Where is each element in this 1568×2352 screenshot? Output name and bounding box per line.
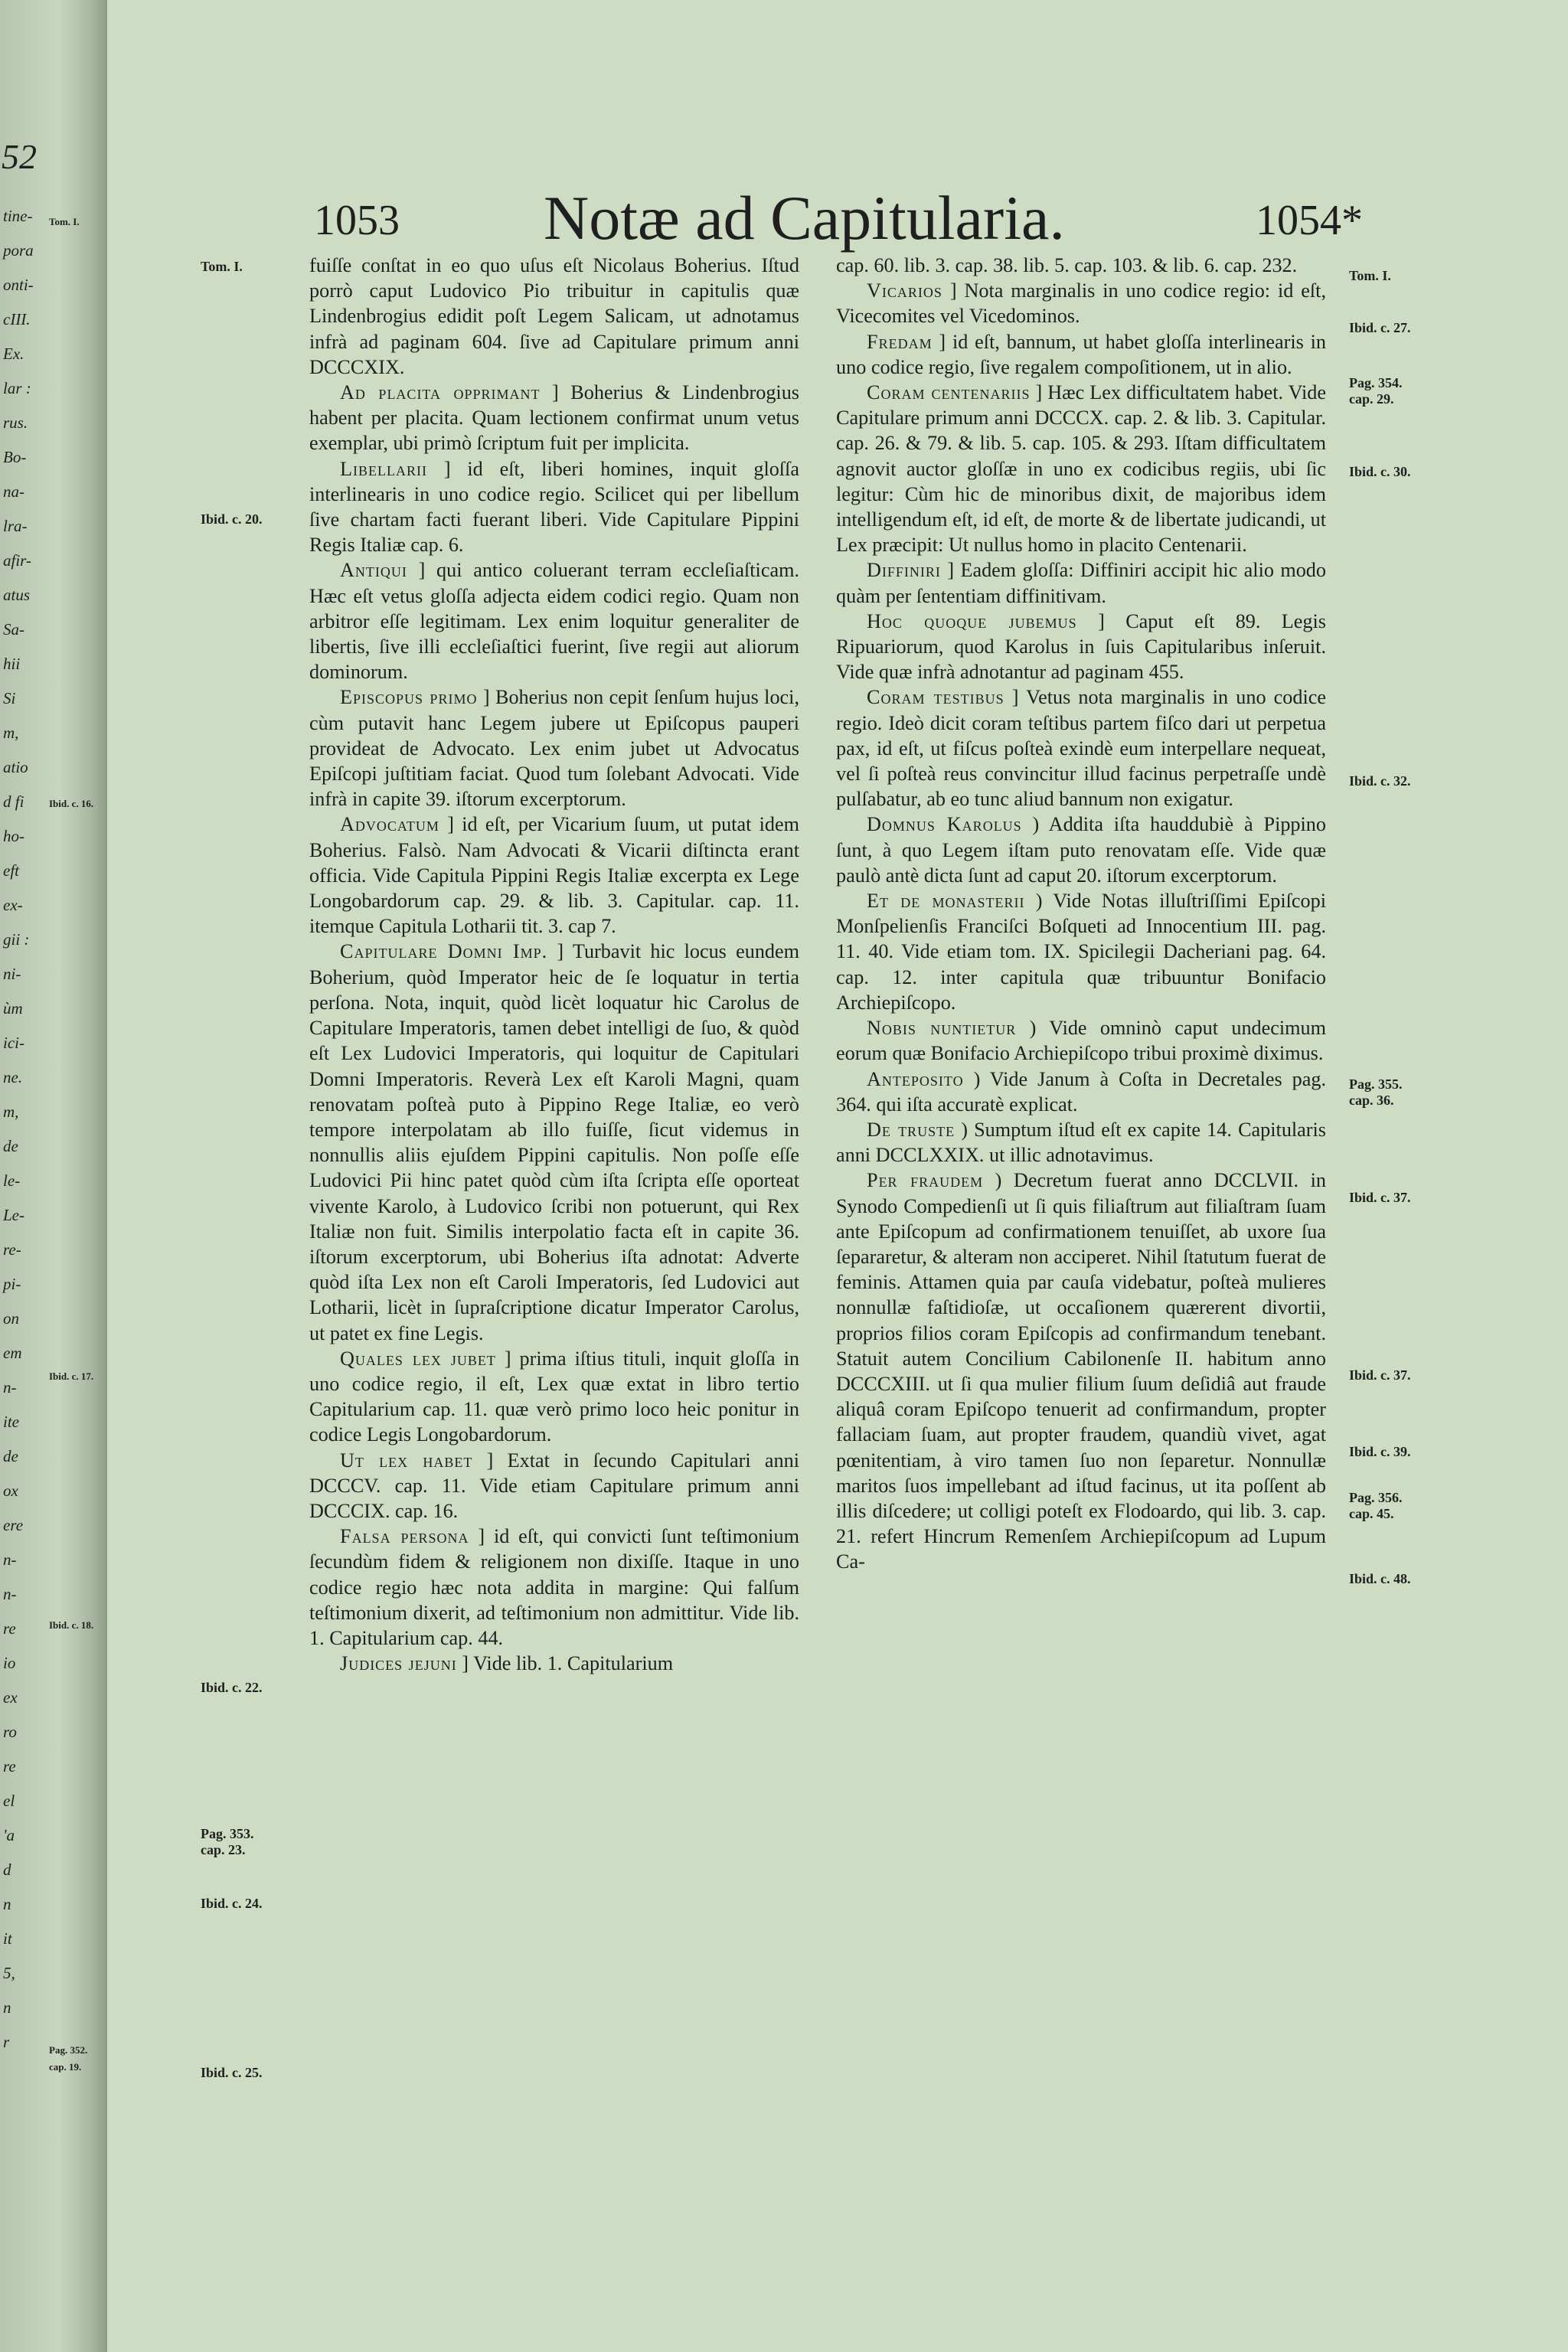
gutter-text-fragment: em — [3, 1344, 22, 1362]
note-paragraph: Hoc quoque jubemus ] Caput eſt 89. Legis Ripuariorum, quod Karolus in ſuis Capitularibus inſeruit. Vide quæ infrà adnotantur ad paginam 455. — [836, 609, 1326, 684]
margin-note: cap. 45. — [1349, 1506, 1394, 1521]
gutter-text-fragment: io — [3, 1654, 16, 1672]
note-paragraph: Coram centenariis ] Hæc Lex difficultatem habet. Vide Capitulare primum anni DCCCX. cap. 2. & lib. 3. Capitular. cap. 26. & 79. & lib. 5. cap. 105. & 293. Iſtam difficultatem agnovit auctor gloſſæ in uno ex codicibus regiis, ubi ſic legitur: Cùm hic de minoribus dixit, de majoribus idem intelligendum eſt, id eſt, de morte & de libertate judicandi, ut Lex præcipit: Ut nullus homo in placito Centenarii. — [836, 381, 1326, 557]
gutter-text-fragment: eft — [3, 861, 19, 880]
lemma: Libellarii — [340, 457, 427, 480]
note-paragraph: Coram testibus ] Vetus nota marginalis in uno codice regio. Ideò dicit coram teſtibus partem fiſco dari ut perpetua pax, id eſt, ut fiſcus poſteà exindè eum interpellare nequeat, vel ſi poſteà reus convincitur illud facinus perpetraſſe undè pulſabatur, ab eo tunc aliud bannum non exigatur. — [836, 686, 1326, 811]
gutter-text-fragment: 5, — [3, 1964, 15, 1982]
left-column — [309, 253, 799, 1676]
note-paragraph: De truste ) Sumptum iſtud eſt ex capite 14. Capitularis anni DCCLXXIX. ut illic adnotavimus. — [836, 1118, 1326, 1167]
lemma: De truste — [867, 1118, 956, 1141]
gutter-text-fragment: Si — [3, 689, 16, 707]
lemma: Quales lex jubet — [340, 1347, 496, 1370]
margin-note: Ibid. c. 20. — [201, 511, 263, 527]
left-page-number: 1053 — [314, 197, 400, 244]
note-paragraph: Episcopus primo ] Boherius non cepit ſenſum hujus loci, cùm putavit hanc Legem jubere ut Epiſcopus pauperi provideat de Advocato. Lex enim jubet ut Advocatus Epiſcopi juſtitiam faciat. Quod tum ſolebant Advocati. Vide infrà in capite 39. iſtorum excerptorum. — [309, 686, 799, 811]
gutter-text-fragment: m, — [3, 1102, 19, 1121]
lemma: Domnus Karolus — [867, 813, 1022, 836]
gutter-text-fragment: de — [3, 1447, 18, 1465]
note-paragraph: Judices jejuni ] Vide lib. 1. Capitularium — [340, 1652, 674, 1675]
lemma: Vicarios — [867, 279, 942, 302]
gutter-text-fragment: ere — [3, 1516, 24, 1534]
gutter-text-fragment: hii — [3, 655, 21, 673]
lemma: Judices jejuni — [340, 1652, 457, 1675]
lemma: Per fraudem — [867, 1169, 984, 1192]
note-paragraph: cap. 60. lib. 3. cap. 38. lib. 5. cap. 103. & lib. 6. cap. 232. — [836, 254, 1298, 276]
lemma: Fredam — [867, 330, 933, 353]
gutter-text-fragment: ùm — [3, 999, 23, 1018]
gutter-text-fragment: ici- — [3, 1034, 24, 1052]
margin-note: Ibid. c. 37. — [1349, 1367, 1411, 1383]
gutter-text-fragment: ne. — [3, 1068, 23, 1086]
gutter-text-fragment: d fi — [3, 792, 24, 811]
gutter-text-fragment: re — [3, 1757, 16, 1775]
lemma: Ad placita opprimant — [340, 381, 541, 404]
previous-page-number: 52 — [2, 137, 37, 176]
gutter-margin-note: Pag. 352. — [49, 2044, 88, 2056]
margin-note: Ibid. c. 32. — [1349, 773, 1411, 789]
lemma: Anteposito — [867, 1067, 964, 1090]
gutter-margin-note: cap. 19. — [49, 2061, 82, 2073]
note-paragraph: Diffiniri ] Eadem gloſſa: Diffiniri accipit hic alio modo quàm per ſententiam diffinitivam. — [836, 559, 1326, 607]
previous-page-gutter — [0, 0, 107, 2352]
margin-note: Ibid. c. 24. — [201, 1896, 263, 1911]
right-page-number: 1054* — [1256, 197, 1363, 244]
lemma: Diffiniri — [867, 559, 941, 582]
note-paragraph: Domnus Karolus ) Addita iſta hauddubiè à Pippino ſunt, à quo Legem iſtam puto renovatam eſſe. Vide quæ paulò antè dicta ſunt ad caput 20. iſtorum excerptorum. — [836, 813, 1326, 887]
gutter-text-fragment: r — [3, 2033, 10, 2051]
note-paragraph: Vicarios ] Nota marginalis in uno codice regio: id eſt, Vicecomites vel Vicedominos. — [836, 279, 1326, 328]
note-paragraph: Capitulare Domni Imp. ] Turbavit hic locus eundem Boherium, quòd Imperator heic de ſe loquatur in tertia perſona. Nota, inquit, quòd licèt loquatur hic Carolus de Capitulare Imperatoris, tamen debet intelligi de ſuo, & quòd eſt Lex Ludovici Imperatoris, qui loquitur de Capitulari Domni Imperatoris. Reverà Lex eſt Karoli Magni, quam renovatam poſteà puto à Pippino Rege Italiæ, eo verò tempore interpolatam ab illo fuiſſe, ſicut videmus in nonnullis aliis ejuſdem Pippini capitulis. Non poſſe eſſe Ludovici Pii hinc patet quòd cùm iſta ſcripta eſſe oporteat vivente Karolo, à Ludovico ſcribi non potuerunt, qui Rex Italiæ non fuit. Similis interpolatio facta eſt in capite 36. iſtorum excerptorum, ubi Boherius iſta adnotat: Adverte quòd iſta Lex non eſt Caroli Imperatoris, ſed Ludovici aut Lotharii, licèt in ſupraſcriptione dicatur Imperator Carolus, ut patet ex fine Legis. — [309, 940, 800, 1344]
gutter-text-fragment: rus. — [3, 413, 28, 432]
note-paragraph: Advocatum ] id eſt, per Vicarium ſuum, ut putat idem Boherius. Falsò. Nam Advocati & Vicarii diſtincta erant officia. Vide Capitula Pippini Regis Italiæ excerpta ex Lege Longobardorum cap. 29. & lib. 3. Capitular. cap. 11. itemque Capitula Lotharii tit. 3. cap 7. — [309, 813, 799, 938]
margin-note: Ibid. c. 22. — [201, 1680, 263, 1695]
gutter-text-fragment: ex — [3, 1688, 18, 1707]
gutter-text-fragment: ite — [3, 1413, 19, 1431]
gutter-text-fragment: el — [3, 1792, 15, 1810]
note-paragraph: Et de monasterii ) Vide Notas illuſtriſſimi Epiſcopi Monſpelienſis Franciſci Boſqueti ad Innocentium III. pag. 11. 40. Vide etiam tom. IX. Spicilegii Dacheriani pag. 64. cap. 12. inter capitula quæ tribuuntur Bonifacio Archiepiſcopo. — [836, 890, 1327, 1014]
gutter-text-fragment: ox — [3, 1481, 18, 1500]
gutter-text-fragment: onti- — [3, 276, 34, 294]
gutter-text-fragment: Bo- — [3, 448, 27, 466]
margin-note: cap. 23. — [201, 1842, 246, 1857]
gutter-text-fragment: de — [3, 1137, 18, 1155]
note-paragraph: Ad placita opprimant ] Boherius & Lindenbrogius habent per placita. Quam lectionem confirmat unum vetus exemplar, ubi primò ſcriptum fuit per implicita. — [309, 381, 799, 455]
lemma: Hoc quoque jubemus — [867, 609, 1077, 632]
gutter-text-fragment: re — [3, 1619, 16, 1638]
gutter-text-fragment: ro — [3, 1723, 17, 1741]
lemma: Coram centenariis — [867, 381, 1031, 404]
margin-note: Pag. 355. — [1349, 1076, 1403, 1092]
gutter-text-fragment: ex- — [3, 896, 23, 914]
lemma: Antiqui — [340, 559, 407, 582]
gutter-text-fragment: atio — [3, 758, 28, 776]
margin-note: Ibid. c. 39. — [1349, 1444, 1411, 1459]
gutter-text-fragment: pora — [3, 241, 34, 260]
margin-note: Ibid. c. 37. — [1349, 1190, 1411, 1205]
note-paragraph: Ut lex habet ] Extat in ſecundo Capitulari anni DCCCV. cap. 11. Vide etiam Capitulare primum anni DCCCIX. cap. 16. — [309, 1449, 799, 1522]
lemma: Capitulare Domni Imp. — [340, 940, 548, 963]
note-paragraph: fuiſſe conſtat in eo quo uſus eſt Nicolaus Boherius. Iſtud porrò caput Ludovico Pio tribuitur in capitulis quæ Lindenbrogius edidit poſt Legem Salicam, ut adnotamus infrà ad paginam 604. ſive ad Capitulare primum anni DCCCXIX. — [309, 254, 799, 378]
gutter-text-fragment: lra- — [3, 517, 28, 535]
gutter-text-fragment: n- — [3, 1550, 17, 1569]
gutter-text-fragment: tine- — [3, 207, 33, 225]
gutter-text-fragment: afir- — [3, 551, 31, 570]
lemma: Episcopus primo — [340, 686, 478, 709]
gutter-text-fragment: le- — [3, 1171, 21, 1190]
note-paragraph: Quales lex jubet ] prima iſtius tituli, inquit gloſſa in uno codice regio, il eſt, Lex quæ extat in libro tertio Capitularium cap. 11. quæ verò primo loco heic ponitur in codice Legis Longobardorum. — [309, 1347, 800, 1446]
gutter-text-fragment: 'a — [3, 1826, 15, 1844]
margin-note: Tom. I. — [201, 259, 243, 274]
note-paragraph: Anteposito ) Vide Janum à Coſta in Decretales pag. 364. qui iſta accuratè explicat. — [836, 1067, 1326, 1116]
margin-note: Pag. 353. — [201, 1826, 254, 1841]
margin-note: Pag. 354. — [1349, 375, 1403, 390]
right-column — [836, 253, 1326, 1575]
gutter-text-fragment: on — [3, 1309, 19, 1328]
margin-note: Ibid. c. 27. — [1349, 320, 1411, 335]
gutter-text-fragment: m, — [3, 724, 19, 742]
gutter-margin-note: Ibid. c. 18. — [49, 1619, 94, 1631]
gutter-text-fragment: cIII. — [3, 310, 31, 328]
gutter-text-fragment: lar : — [3, 379, 31, 397]
margin-note: Tom. I. — [1349, 268, 1391, 283]
gutter-margin-note: Tom. I. — [49, 216, 80, 227]
gutter-text-fragment: atus — [3, 586, 31, 604]
gutter-text-fragment: pi- — [3, 1275, 21, 1293]
margin-note: Ibid. c. 30. — [1349, 464, 1411, 479]
lemma: Advocatum — [340, 813, 439, 836]
margin-note: Ibid. c. 48. — [1349, 1571, 1411, 1586]
gutter-text-fragment: Sa- — [3, 620, 24, 639]
lemma: Nobis nuntietur — [867, 1017, 1017, 1040]
gutter-text-fragment: d — [3, 1860, 11, 1879]
page-title: Notæ ad Capitularia. — [544, 183, 1065, 253]
lemma: Ut lex habet — [340, 1449, 473, 1472]
gutter-text-fragment: ho- — [3, 827, 24, 845]
lemma: Coram testibus — [867, 686, 1004, 709]
gutter-text-fragment: n — [3, 1895, 11, 1913]
margin-note: Ibid. c. 25. — [201, 2065, 263, 2080]
note-paragraph: Libellarii ] id eſt, liberi homines, inquit gloſſa interlinearis in uno codice regio. Scilicet qui per libellum ſive chartam facti fuerant liberi. Vide Capitulare Pippini Regis Italiæ cap. 6. — [309, 457, 799, 557]
gutter-text-fragment: n- — [3, 1585, 17, 1603]
margin-note: cap. 29. — [1349, 391, 1394, 407]
gutter-text-fragment: ni- — [3, 965, 21, 983]
note-paragraph: Falsa persona ] id eſt, qui convicti ſunt teſtimonium ſecundùm fidem & religionem non dixiſſe. Itaque in uno codice regio hæc nota addita in margine: Qui falſum teſtimonium dixerit, ad teſtimonium non admittitur. Vide lib. 1. Capitularium cap. 44. — [309, 1525, 799, 1649]
gutter-text-fragment: na- — [3, 482, 24, 501]
gutter-text-fragment: Le- — [3, 1206, 24, 1224]
lemma: Falsa persona — [340, 1525, 469, 1548]
gutter-text-fragment: it — [3, 1929, 12, 1948]
gutter-margin-note: Ibid. c. 17. — [49, 1370, 94, 1382]
lemma: Et de monasterii — [867, 890, 1025, 913]
note-paragraph: Per fraudem ) Decretum fuerat anno DCCLVII. in Synodo Compedienſi ut ſi quis filiaſtrum aut filiaſtram ſuam ante Epiſcopum ad confirmationem tenuiſſet, ab uxore ſua ſepararetur, & alteram non acciperet. Nihil ſtatutum fuerat de feminis. Attamen quia par cauſa videbatur, poſteà mulieres nonnullæ faſtidioſæ, ut occaſionem quærerent divortii, proprios filios coram Epiſcopis ad confirmandum tenebant. Statuit autem Concilium Cabilonenſe II. habitum anno DCCCXIII. ut ſi qua mulier filium ſuum deſidiâ aut fraude aliquâ coram Epiſcopo tenuerit ad confirmandum, propter fallaciam ſuam, aut propter fraudem, quandiù vivet, agat pœnitentiam, à viro tamen ſuo non ſeparetur. Nonnullæ maritos ſuos impellebant ad iſtud facinus, ut ita poſſent ab illis diſcedere; ut colligi poteſt ex Flodoardo, qui lib. 3. cap. 21. refert Hincrum Remenſem Archiepiſcopum ad Lupum Ca- — [836, 1169, 1326, 1573]
gutter-text-fragment: re- — [3, 1240, 21, 1259]
margin-note: cap. 36. — [1349, 1093, 1394, 1108]
gutter-margin-note: Ibid. c. 16. — [49, 798, 94, 809]
note-paragraph: Antiqui ] qui antico coluerant terram eccleſiaſticam. Hæc eſt vetus gloſſa adjecta eidem codici regio. Quam non arbitror eſſe legitimam. Lex enim loquitur generaliter de libertis, ſive illi eccleſiaſtici fuerint, ſive regii aut aliorum dominorum. — [309, 559, 799, 684]
gutter-text-fragment: n — [3, 1998, 11, 2017]
note-paragraph: Nobis nuntietur ) Vide omninò caput undecimum eorum quæ Bonifacio Archiepiſcopo tribui proximè diximus. — [836, 1017, 1326, 1065]
note-paragraph: Fredam ] id eſt, bannum, ut habet gloſſa interlinearis in uno codice regio, ſive regalem compoſitionem, ut in alio. — [836, 330, 1326, 378]
gutter-text-fragment: Ex. — [3, 345, 24, 363]
gutter-text-fragment: n- — [3, 1378, 17, 1396]
gutter-text-fragment: gii : — [3, 930, 30, 949]
margin-note: Pag. 356. — [1349, 1490, 1403, 1505]
